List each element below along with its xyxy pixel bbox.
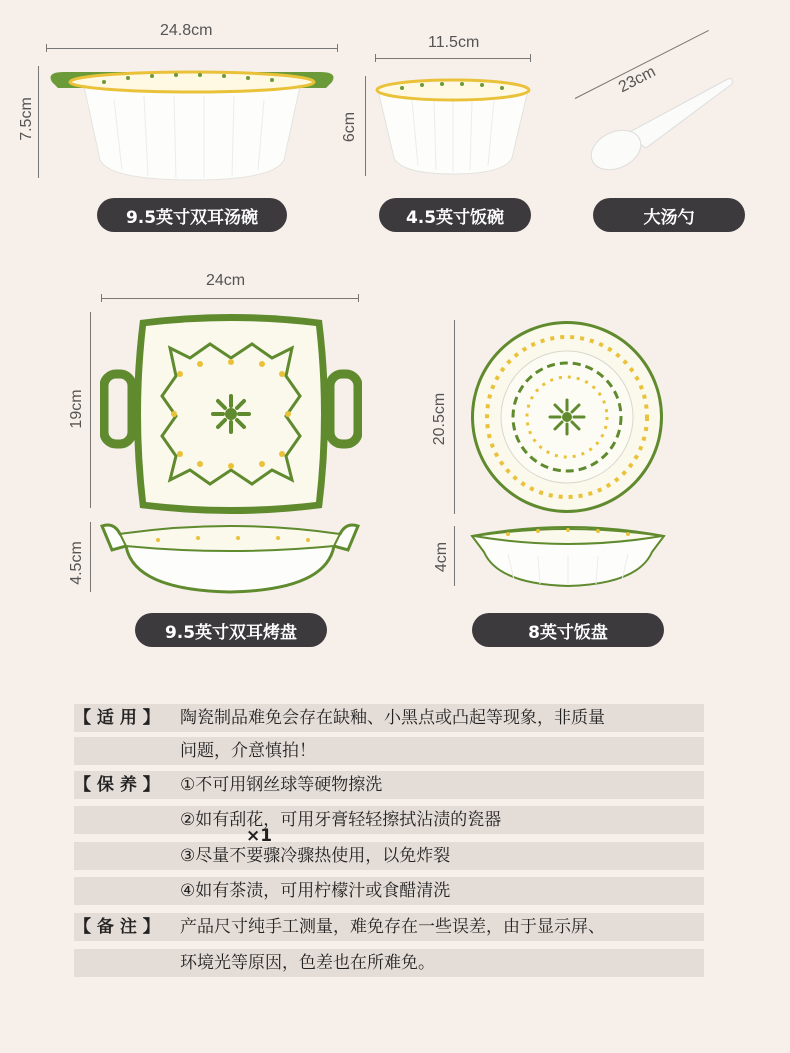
plate-side-image [468,522,668,592]
plate-top-image [468,318,666,516]
plate-diameter: 20.5cm [431,392,448,446]
usage-line-1: 陶瓷制品难免会存在缺釉、小黑点或凸起等现象，非质量 [180,708,605,728]
remark-label: 【 备 注 】 [74,917,160,937]
care-item-1: ①不可用钢丝球等硬物擦洗 [180,775,383,795]
remark-line-2: 环境光等原因，色差也在所难免。 [180,953,435,973]
spoon-label: 大汤勺 [593,198,745,232]
baking-dish-top-image [100,312,362,516]
care-item-4: ④如有茶渍，可用柠檬汁或食醋清洗 [180,881,451,901]
baking-dish-label: 9.5英寸双耳烤盘 [135,613,327,647]
usage-line-2: 问题，介意慎拍！ [180,741,316,761]
overlay-badge: ×1 [246,826,273,846]
plate-label: 8英寸饭盘 [472,613,664,647]
baking-dish-height: 4.5cm [68,541,85,585]
soup-bowl-label: 9.5英寸双耳汤碗 [97,198,287,232]
soup-bowl-width: 24.8cm [160,22,213,39]
spoon-image [586,70,736,180]
rice-bowl-height: 6cm [341,111,358,143]
spoon-length: 23cm [615,63,659,97]
care-item-2: ②如有刮花，可用牙膏轻轻擦拭沾渍的瓷器 [180,810,502,830]
rice-bowl-image [372,74,534,180]
care-item-3: ③尽量不要骤冷骤热使用，以免炸裂 [180,846,451,866]
soup-bowl-image [44,60,340,184]
rice-bowl-width: 11.5cm [428,34,480,51]
soup-bowl-height: 7.5cm [18,97,35,141]
rice-bowl-label: 4.5英寸饭碗 [379,198,531,232]
baking-dish-depth: 19cm [68,389,85,429]
usage-label: 【 适 用 】 [74,708,160,728]
care-label: 【 保 养 】 [74,775,160,795]
plate-height: 4cm [433,541,450,573]
baking-dish-width: 24cm [206,272,246,289]
baking-dish-side-image [98,520,362,596]
remark-line-1: 产品尺寸纯手工测量，难免存在一些误差，由于显示屏、 [180,917,605,937]
